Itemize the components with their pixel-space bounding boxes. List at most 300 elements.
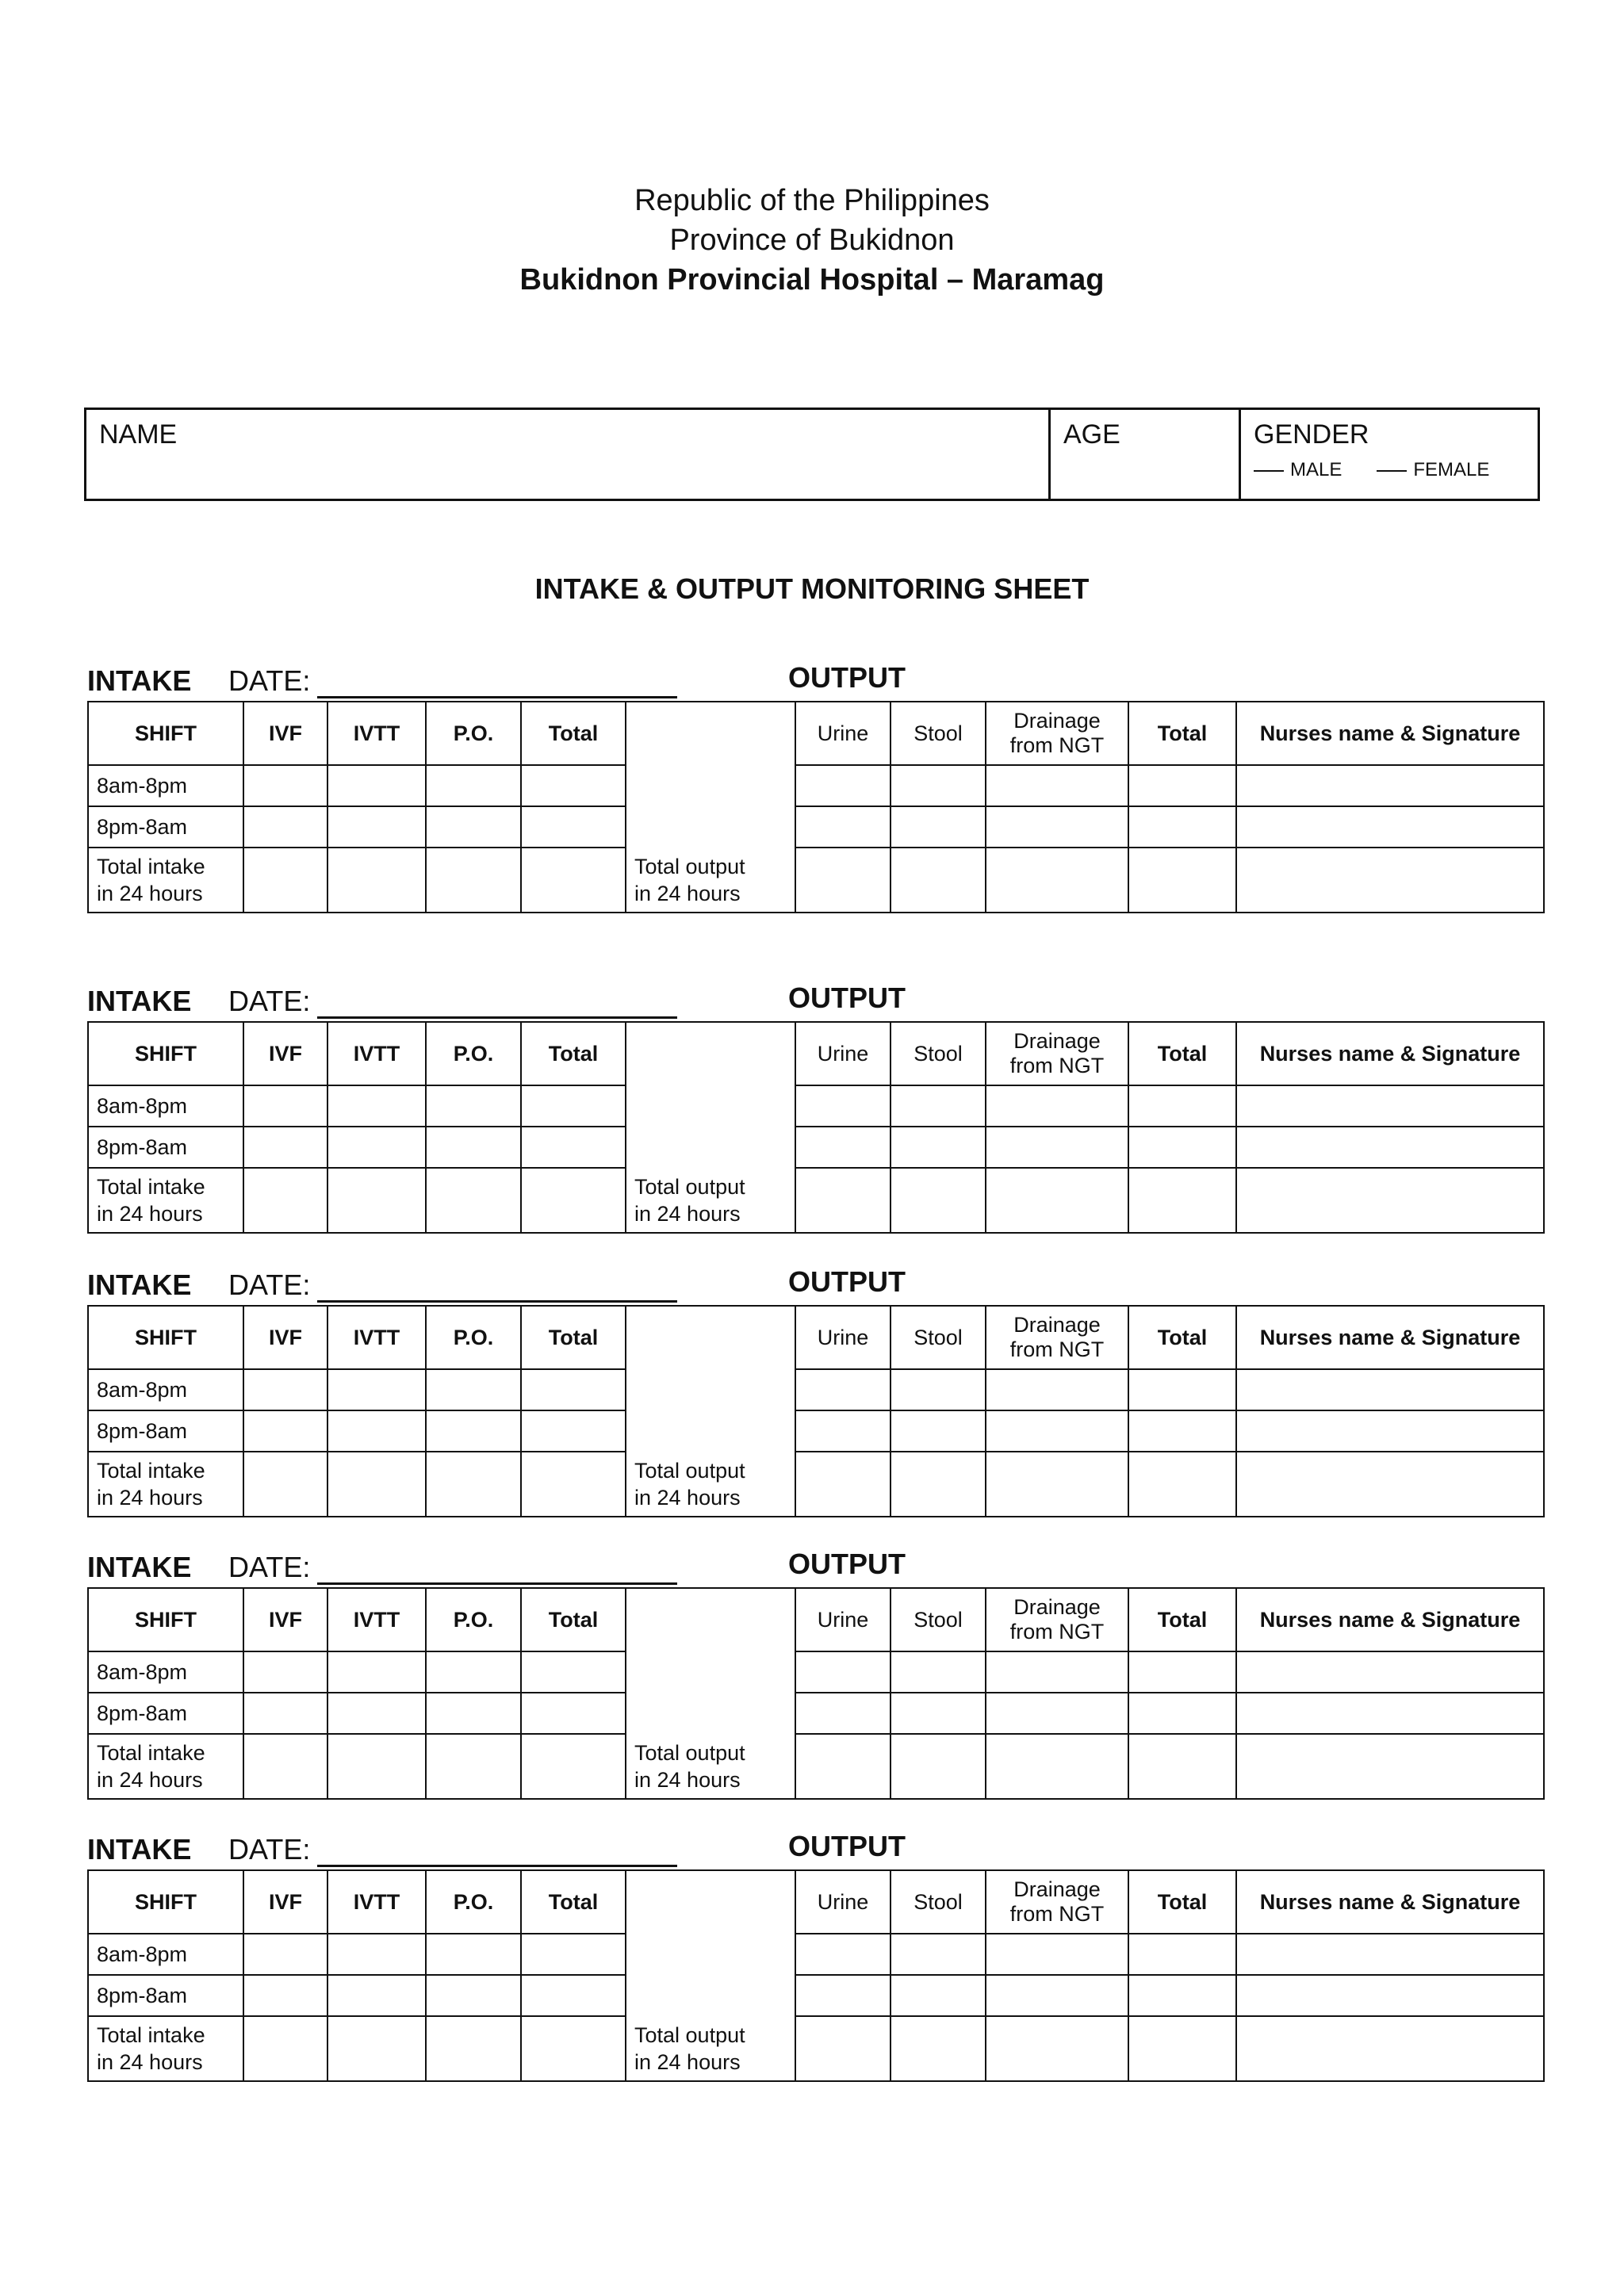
col-stool: Stool [891, 1588, 986, 1651]
col-ivf: IVF [243, 1022, 327, 1085]
entry-cell[interactable] [795, 1410, 891, 1452]
entry-cell[interactable] [521, 1651, 626, 1693]
entry-cell[interactable] [521, 1934, 626, 1975]
signature-cell[interactable] [1236, 2016, 1544, 2081]
col-po: P.O. [426, 702, 521, 765]
entry-cell[interactable] [891, 1127, 986, 1168]
col-stool: Stool [891, 1022, 986, 1085]
header-province: Province of Bukidnon [669, 224, 955, 257]
entry-cell[interactable] [426, 1127, 521, 1168]
col-intake-total: Total [521, 1306, 626, 1369]
table-total-row [88, 1452, 1544, 1517]
table-header-row [88, 1870, 1544, 1934]
entry-cell[interactable] [521, 848, 626, 913]
total-intake-line1: Total intake [97, 1741, 205, 1765]
total-intake-line1: Total intake [97, 1175, 205, 1199]
entry-cell[interactable] [1128, 1934, 1236, 1975]
col-po: P.O. [426, 1870, 521, 1934]
shift-day-label: 8am-8pm [88, 1369, 243, 1410]
table-total-row [88, 1734, 1544, 1799]
total-intake-line1: Total intake [97, 855, 205, 878]
entry-cell[interactable] [986, 1168, 1128, 1233]
shift-day-label: 8am-8pm [88, 1651, 243, 1693]
table-row [88, 1934, 1544, 1975]
name-field[interactable] [86, 410, 1051, 499]
gender-label: GENDER [1254, 419, 1369, 450]
spacer-cell [626, 1588, 795, 1651]
entry-cell[interactable] [795, 1452, 891, 1517]
signature-cell[interactable] [1236, 1693, 1544, 1734]
col-ivf: IVF [243, 1870, 327, 1934]
signature-cell[interactable] [1236, 1934, 1544, 1975]
entry-cell[interactable] [243, 1127, 327, 1168]
signature-cell[interactable] [1236, 1975, 1544, 2016]
col-urine: Urine [795, 1588, 891, 1651]
shift-night-label: 8pm-8am [88, 1975, 243, 2016]
date-input-line[interactable] [317, 1300, 677, 1303]
col-output-total: Total [1128, 702, 1236, 765]
entry-cell[interactable] [426, 848, 521, 913]
spacer-cell [626, 1934, 795, 1975]
entry-cell[interactable] [795, 765, 891, 806]
entry-cell[interactable] [795, 848, 891, 913]
spacer-cell [626, 1651, 795, 1693]
col-output-total: Total [1128, 1870, 1236, 1934]
entry-cell[interactable] [327, 2016, 426, 2081]
entry-cell[interactable] [327, 1369, 426, 1410]
entry-cell[interactable] [243, 1693, 327, 1734]
entry-cell[interactable] [795, 1975, 891, 2016]
entry-cell[interactable] [426, 2016, 521, 2081]
entry-cell[interactable] [1128, 1127, 1236, 1168]
shift-day-label: 8am-8pm [88, 1085, 243, 1127]
total-intake-label [88, 848, 243, 913]
entry-cell[interactable] [986, 1452, 1128, 1517]
entry-cell[interactable] [426, 1410, 521, 1452]
intake-label: INTAKE [87, 1833, 192, 1866]
entry-cell[interactable] [1128, 1975, 1236, 2016]
entry-cell[interactable] [891, 1734, 986, 1799]
entry-cell[interactable] [1128, 1410, 1236, 1452]
entry-cell[interactable] [795, 1693, 891, 1734]
total-intake-label [88, 2016, 243, 2081]
entry-cell[interactable] [327, 765, 426, 806]
total-output-label [626, 1452, 795, 1517]
table-header-row [88, 1306, 1544, 1369]
entry-cell[interactable] [521, 1369, 626, 1410]
total-output-line1: Total output [634, 1740, 745, 1765]
entry-cell[interactable] [1128, 1369, 1236, 1410]
entry-cell[interactable] [327, 1693, 426, 1734]
entry-cell[interactable] [1128, 806, 1236, 848]
entry-cell[interactable] [243, 1369, 327, 1410]
entry-cell[interactable] [243, 1452, 327, 1517]
col-shift: SHIFT [88, 1588, 243, 1651]
intake-label: INTAKE [87, 664, 192, 697]
entry-cell[interactable] [986, 1734, 1128, 1799]
signature-cell[interactable] [1236, 765, 1544, 806]
entry-cell[interactable] [986, 848, 1128, 913]
entry-cell[interactable] [986, 2016, 1128, 2081]
output-label: OUTPUT [788, 1548, 906, 1580]
signature-cell[interactable] [1236, 1452, 1544, 1517]
female-checkbox-line[interactable] [1377, 470, 1407, 472]
col-intake-total: Total [521, 1022, 626, 1085]
col-output-total: Total [1128, 1022, 1236, 1085]
entry-cell[interactable] [986, 1975, 1128, 2016]
signature-cell[interactable] [1236, 1734, 1544, 1799]
total-output-line1: Total output [634, 854, 745, 878]
entry-cell[interactable] [426, 1452, 521, 1517]
shift-day-label: 8am-8pm [88, 765, 243, 806]
table-row [88, 1651, 1544, 1693]
col-nurse-signature: Nurses name & Signature [1236, 702, 1544, 765]
signature-cell[interactable] [1236, 1168, 1544, 1233]
entry-cell[interactable] [327, 848, 426, 913]
entry-cell[interactable] [327, 1651, 426, 1693]
col-intake-total: Total [521, 702, 626, 765]
total-intake-line1: Total intake [97, 2023, 205, 2047]
entry-cell[interactable] [795, 1127, 891, 1168]
entry-cell[interactable] [986, 1693, 1128, 1734]
entry-cell[interactable] [891, 765, 986, 806]
col-shift: SHIFT [88, 1306, 243, 1369]
table-header-row [88, 1588, 1544, 1651]
total-intake-label [88, 1452, 243, 1517]
entry-cell[interactable] [986, 1085, 1128, 1127]
table-row [88, 1693, 1544, 1734]
sheet-title: INTAKE & OUTPUT MONITORING SHEET [534, 572, 1090, 605]
signature-cell[interactable] [1236, 1651, 1544, 1693]
entry-cell[interactable] [521, 1085, 626, 1127]
entry-cell[interactable] [1128, 1452, 1236, 1517]
entry-cell[interactable] [521, 1168, 626, 1233]
intake-label: INTAKE [87, 985, 192, 1017]
output-label: OUTPUT [788, 1265, 906, 1298]
entry-cell[interactable] [243, 806, 327, 848]
entry-cell[interactable] [986, 1410, 1128, 1452]
table-header-row [88, 1022, 1544, 1085]
total-output-line1: Total output [634, 2022, 745, 2047]
table-row [88, 1975, 1544, 2016]
entry-cell[interactable] [986, 1934, 1128, 1975]
entry-cell[interactable] [243, 1651, 327, 1693]
io-block-1 [87, 661, 1543, 905]
entry-cell[interactable] [521, 1975, 626, 2016]
entry-cell[interactable] [891, 1452, 986, 1517]
col-intake-total: Total [521, 1588, 626, 1651]
io-table [87, 701, 1545, 913]
entry-cell[interactable] [891, 1410, 986, 1452]
entry-cell[interactable] [986, 1127, 1128, 1168]
total-output-line2: in 24 hours [634, 1767, 741, 1792]
col-nurse-signature: Nurses name & Signature [1236, 1022, 1544, 1085]
gender-male-option[interactable] [1254, 459, 1342, 481]
entry-cell[interactable] [1128, 1085, 1236, 1127]
signature-cell[interactable] [1236, 1369, 1544, 1410]
col-po: P.O. [426, 1022, 521, 1085]
entry-cell[interactable] [243, 1975, 327, 2016]
entry-cell[interactable] [426, 1975, 521, 2016]
gender-field [1241, 410, 1538, 499]
entry-cell[interactable] [327, 1934, 426, 1975]
patient-info-box [84, 408, 1540, 501]
shift-day-label: 8am-8pm [88, 1934, 243, 1975]
col-stool: Stool [891, 1306, 986, 1369]
entry-cell[interactable] [327, 1452, 426, 1517]
entry-cell[interactable] [986, 1651, 1128, 1693]
col-output-total: Total [1128, 1588, 1236, 1651]
entry-cell[interactable] [1128, 2016, 1236, 2081]
male-checkbox-line[interactable] [1254, 470, 1284, 472]
col-intake-total: Total [521, 1870, 626, 1934]
header-hospital: Bukidnon Provincial Hospital – Maramag [519, 263, 1105, 297]
entry-cell[interactable] [986, 765, 1128, 806]
date-label: DATE: [228, 664, 311, 697]
col-urine: Urine [795, 1870, 891, 1934]
col-ivf: IVF [243, 702, 327, 765]
spacer-cell [626, 765, 795, 806]
entry-cell[interactable] [243, 1168, 327, 1233]
table-total-row [88, 1168, 1544, 1233]
entry-cell[interactable] [327, 1085, 426, 1127]
io-table [87, 1305, 1545, 1517]
col-shift: SHIFT [88, 702, 243, 765]
entry-cell[interactable] [243, 2016, 327, 2081]
entry-cell[interactable] [521, 806, 626, 848]
col-urine: Urine [795, 1306, 891, 1369]
col-ivf: IVF [243, 1588, 327, 1651]
entry-cell[interactable] [426, 1693, 521, 1734]
col-nurse-signature: Nurses name & Signature [1236, 1588, 1544, 1651]
entry-cell[interactable] [521, 1127, 626, 1168]
table-header-row [88, 702, 1544, 765]
entry-cell[interactable] [521, 2016, 626, 2081]
signature-cell[interactable] [1236, 1127, 1544, 1168]
entry-cell[interactable] [986, 1369, 1128, 1410]
total-intake-line2: in 24 hours [97, 882, 203, 905]
total-output-line2: in 24 hours [634, 1201, 741, 1226]
entry-cell[interactable] [1128, 1651, 1236, 1693]
total-output-label [626, 1168, 795, 1233]
spacer-cell [626, 1369, 795, 1410]
entry-cell[interactable] [1128, 848, 1236, 913]
entry-cell[interactable] [327, 1734, 426, 1799]
total-output-line1: Total output [634, 1458, 745, 1483]
entry-cell[interactable] [521, 1410, 626, 1452]
io-block-4 [87, 1548, 1543, 1792]
total-output-line2: in 24 hours [634, 881, 741, 905]
entry-cell[interactable] [986, 806, 1128, 848]
entry-cell[interactable] [891, 1369, 986, 1410]
total-intake-line2: in 24 hours [97, 1768, 203, 1792]
entry-cell[interactable] [426, 1085, 521, 1127]
table-row [88, 1410, 1544, 1452]
io-block-2 [87, 982, 1543, 1226]
entry-cell[interactable] [795, 1734, 891, 1799]
entry-cell[interactable] [521, 1452, 626, 1517]
date-label: DATE: [228, 1269, 311, 1301]
entry-cell[interactable] [243, 1734, 327, 1799]
col-po: P.O. [426, 1306, 521, 1369]
entry-cell[interactable] [243, 1410, 327, 1452]
col-stool: Stool [891, 1870, 986, 1934]
table-total-row [88, 848, 1544, 913]
spacer-cell [626, 1127, 795, 1168]
entry-cell[interactable] [891, 1168, 986, 1233]
shift-night-label: 8pm-8am [88, 1693, 243, 1734]
spacer-cell [626, 1085, 795, 1127]
spacer-cell [626, 1410, 795, 1452]
entry-cell[interactable] [327, 1975, 426, 2016]
spacer-cell [626, 806, 795, 848]
col-ivf: IVF [243, 1306, 327, 1369]
io-block-5 [87, 1830, 1543, 2074]
date-label: DATE: [228, 985, 311, 1017]
col-urine: Urine [795, 1022, 891, 1085]
col-drainage: Drainage from NGT [986, 1306, 1128, 1369]
col-ivtt: IVTT [327, 1306, 426, 1369]
intake-label: INTAKE [87, 1269, 192, 1301]
entry-cell[interactable] [1128, 1168, 1236, 1233]
total-output-line2: in 24 hours [634, 1485, 741, 1510]
col-ivtt: IVTT [327, 1588, 426, 1651]
col-shift: SHIFT [88, 1870, 243, 1934]
col-ivtt: IVTT [327, 1870, 426, 1934]
age-label: AGE [1063, 419, 1120, 450]
table-row [88, 765, 1544, 806]
table-row [88, 806, 1544, 848]
header-country: Republic of the Philippines [634, 184, 990, 217]
entry-cell[interactable] [795, 1934, 891, 1975]
spacer-cell [626, 702, 795, 765]
entry-cell[interactable] [1128, 1734, 1236, 1799]
total-output-label [626, 2016, 795, 2081]
entry-cell[interactable] [521, 1734, 626, 1799]
date-input-line[interactable] [317, 1016, 677, 1019]
col-nurse-signature: Nurses name & Signature [1236, 1870, 1544, 1934]
entry-cell[interactable] [891, 2016, 986, 2081]
date-label: DATE: [228, 1833, 311, 1866]
total-output-label [626, 1734, 795, 1799]
gender-female-option[interactable] [1377, 459, 1489, 481]
entry-cell[interactable] [795, 1085, 891, 1127]
spacer-cell [626, 1306, 795, 1369]
document-header [0, 181, 1624, 300]
output-label: OUTPUT [788, 982, 906, 1014]
date-label: DATE: [228, 1551, 311, 1583]
entry-cell[interactable] [426, 765, 521, 806]
signature-cell[interactable] [1236, 1085, 1544, 1127]
table-row [88, 1085, 1544, 1127]
io-table [87, 1021, 1545, 1234]
entry-cell[interactable] [426, 1369, 521, 1410]
col-drainage: Drainage from NGT [986, 1022, 1128, 1085]
entry-cell[interactable] [426, 1168, 521, 1233]
io-table [87, 1869, 1545, 2082]
entry-cell[interactable] [521, 765, 626, 806]
entry-cell[interactable] [426, 1734, 521, 1799]
col-drainage: Drainage from NGT [986, 702, 1128, 765]
entry-cell[interactable] [891, 1975, 986, 2016]
entry-cell[interactable] [795, 1369, 891, 1410]
entry-cell[interactable] [891, 1651, 986, 1693]
col-drainage: Drainage from NGT [986, 1870, 1128, 1934]
total-intake-label [88, 1734, 243, 1799]
male-label: MALE [1290, 459, 1342, 480]
total-output-line2: in 24 hours [634, 2049, 741, 2074]
total-intake-line2: in 24 hours [97, 2050, 203, 2074]
table-row [88, 1369, 1544, 1410]
table-total-row [88, 2016, 1544, 2081]
entry-cell[interactable] [795, 2016, 891, 2081]
female-label: FEMALE [1413, 459, 1490, 480]
entry-cell[interactable] [243, 1934, 327, 1975]
entry-cell[interactable] [1128, 765, 1236, 806]
spacer-cell [626, 1975, 795, 2016]
output-label: OUTPUT [788, 661, 906, 694]
entry-cell[interactable] [891, 848, 986, 913]
entry-cell[interactable] [891, 1085, 986, 1127]
entry-cell[interactable] [426, 1934, 521, 1975]
total-intake-line1: Total intake [97, 1459, 205, 1483]
age-field[interactable] [1051, 410, 1241, 499]
col-nurse-signature: Nurses name & Signature [1236, 1306, 1544, 1369]
entry-cell[interactable] [327, 1168, 426, 1233]
date-input-line[interactable] [317, 1582, 677, 1585]
date-input-line[interactable] [317, 696, 677, 698]
entry-cell[interactable] [521, 1693, 626, 1734]
date-input-line[interactable] [317, 1865, 677, 1867]
signature-cell[interactable] [1236, 806, 1544, 848]
signature-cell[interactable] [1236, 1410, 1544, 1452]
entry-cell[interactable] [795, 1168, 891, 1233]
entry-cell[interactable] [327, 1410, 426, 1452]
total-output-label [626, 848, 795, 913]
entry-cell[interactable] [795, 1651, 891, 1693]
entry-cell[interactable] [327, 806, 426, 848]
table-row [88, 1127, 1544, 1168]
total-intake-line2: in 24 hours [97, 1202, 203, 1226]
io-block-3 [87, 1265, 1543, 1510]
shift-night-label: 8pm-8am [88, 806, 243, 848]
col-drainage: Drainage from NGT [986, 1588, 1128, 1651]
entry-cell[interactable] [426, 1651, 521, 1693]
entry-cell[interactable] [891, 1693, 986, 1734]
col-shift: SHIFT [88, 1022, 243, 1085]
total-intake-label [88, 1168, 243, 1233]
entry-cell[interactable] [327, 1127, 426, 1168]
entry-cell[interactable] [243, 765, 327, 806]
entry-cell[interactable] [426, 806, 521, 848]
entry-cell[interactable] [795, 806, 891, 848]
entry-cell[interactable] [243, 848, 327, 913]
col-stool: Stool [891, 702, 986, 765]
shift-night-label: 8pm-8am [88, 1127, 243, 1168]
intake-label: INTAKE [87, 1551, 192, 1583]
entry-cell[interactable] [1128, 1693, 1236, 1734]
entry-cell[interactable] [891, 806, 986, 848]
col-output-total: Total [1128, 1306, 1236, 1369]
output-label: OUTPUT [788, 1830, 906, 1862]
spacer-cell [626, 1693, 795, 1734]
entry-cell[interactable] [891, 1934, 986, 1975]
signature-cell[interactable] [1236, 848, 1544, 913]
name-label: NAME [99, 419, 178, 450]
total-output-line1: Total output [634, 1174, 745, 1199]
entry-cell[interactable] [243, 1085, 327, 1127]
col-ivtt: IVTT [327, 1022, 426, 1085]
